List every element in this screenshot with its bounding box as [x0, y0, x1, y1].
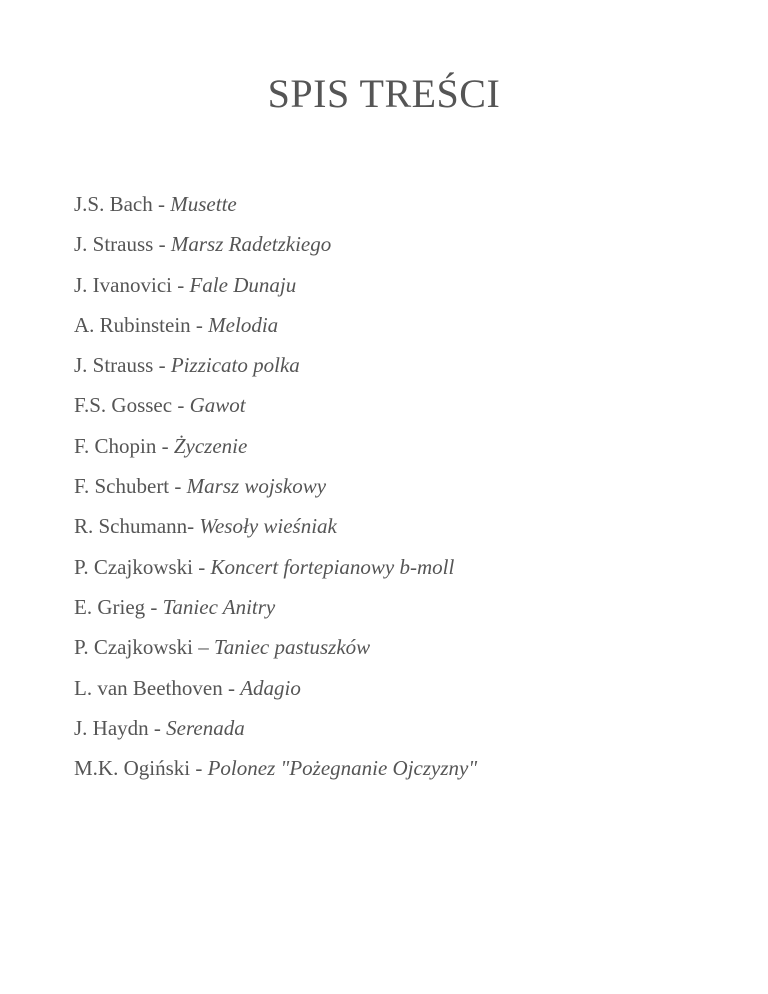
toc-separator: -	[153, 353, 171, 378]
toc-composer: J. Ivanovici	[74, 272, 172, 297]
toc-composer: F.S. Gossec	[74, 393, 173, 418]
toc-composer: A. Rubinstein	[74, 312, 191, 337]
toc-work-title: Życzenie	[173, 433, 248, 458]
toc-entry	[74, 265, 477, 305]
toc-separator: -	[156, 433, 174, 458]
toc-separator: -	[145, 594, 163, 619]
toc-work-title: Taniec pastuszków	[214, 635, 371, 660]
toc-work-title: Koncert fortepianowy b-moll	[210, 554, 455, 579]
toc-entry	[74, 748, 477, 788]
toc-entry	[74, 184, 477, 224]
toc-separator: -	[193, 554, 211, 579]
toc-composer: E. Grieg	[74, 594, 146, 619]
toc-composer: L. van Beethoven	[74, 675, 223, 700]
toc-work-title: Pizzicato polka	[170, 353, 300, 378]
table-of-contents	[74, 184, 477, 788]
toc-separator: -	[222, 675, 241, 700]
toc-entry	[74, 426, 477, 466]
toc-entry	[74, 587, 477, 627]
toc-composer: P. Czajkowski	[74, 554, 194, 579]
toc-entry	[74, 224, 477, 264]
toc-composer: R. Schumann	[74, 514, 188, 539]
toc-work-title: Serenada	[166, 715, 245, 740]
toc-entry	[74, 627, 477, 667]
toc-separator: -	[190, 312, 209, 337]
toc-composer: F. Schubert	[74, 474, 170, 499]
toc-composer: J. Strauss	[74, 353, 154, 378]
toc-work-title: Marsz Radetzkiego	[170, 232, 332, 257]
toc-entry	[74, 345, 477, 385]
toc-composer: J. Haydn	[74, 715, 149, 740]
toc-work-title: Melodia	[208, 312, 279, 337]
toc-separator: -	[171, 272, 190, 297]
page-title: SPIS TREŚCI	[267, 71, 501, 116]
toc-work-title: Fale Dunaju	[189, 272, 297, 297]
toc-separator: -	[148, 715, 167, 740]
toc-work-title: Musette	[170, 192, 237, 216]
toc-work-title: Gawot	[189, 393, 246, 418]
toc-separator: -	[169, 474, 187, 499]
toc-work-title: Adagio	[240, 675, 301, 700]
toc-separator: -	[152, 192, 171, 216]
toc-separator: -	[190, 756, 208, 781]
toc-entry	[74, 547, 477, 587]
toc-composer: J. Strauss	[74, 232, 154, 257]
toc-work-title: Marsz wojskowy	[186, 474, 327, 499]
toc-entry	[74, 506, 477, 546]
toc-entry	[74, 466, 477, 506]
toc-entry	[74, 385, 477, 425]
toc-separator: -	[172, 393, 190, 418]
toc-separator: -	[153, 232, 171, 257]
toc-composer: F. Chopin	[74, 433, 157, 458]
toc-separator: -	[187, 514, 200, 539]
toc-entry	[74, 668, 477, 708]
toc-work-title: Taniec Anitry	[162, 594, 276, 619]
toc-composer: P. Czajkowski	[74, 635, 194, 660]
toc-composer: J.S. Bach	[74, 192, 153, 216]
toc-separator: –	[193, 635, 215, 660]
toc-composer: M.K. Ogiński	[74, 756, 191, 781]
toc-entry	[74, 305, 477, 345]
toc-work-title: Wesoły wieśniak	[199, 514, 337, 539]
toc-entry	[74, 708, 477, 748]
toc-work-title: Polonez "Pożegnanie Ojczyzny"	[207, 756, 478, 781]
